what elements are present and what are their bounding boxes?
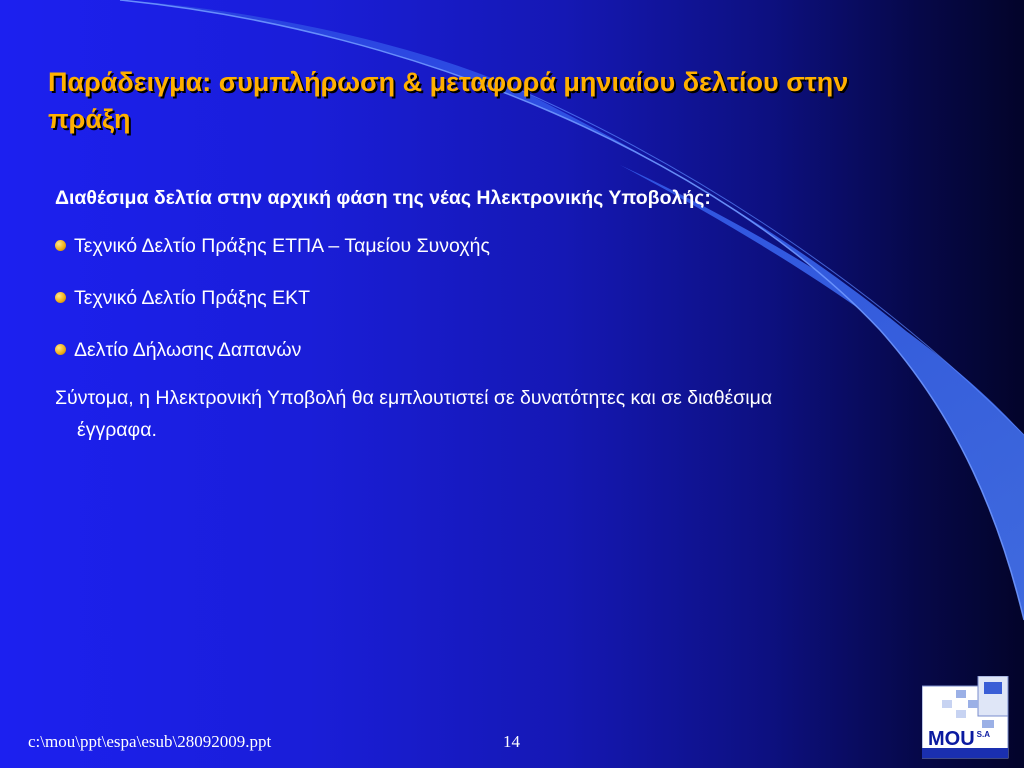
logo-name: MOU <box>928 728 975 750</box>
slide-body <box>55 182 855 446</box>
footer-file-path: c:\mou\ppt\espa\esub\28092009.ppt <box>28 732 272 751</box>
mou-logo-icon <box>922 676 1012 760</box>
bullet-text: Τεχνικό Δελτίο Πράξης ΕΚΤ <box>74 287 311 309</box>
logo-suffix: S.A <box>976 730 991 739</box>
bullet-dot-icon <box>55 240 66 251</box>
bullet-text: Τεχνικό Δελτίο Πράξης ΕΤΠΑ – Ταμείου Συνοχής <box>74 235 490 257</box>
bullet-text: Δελτίο Δήλωσης Δαπανών <box>74 339 302 361</box>
bullet-item <box>55 282 855 314</box>
closing-text: Σύντομα, η Ηλεκτρονική Υποβολή θα εμπλουτιστεί σε δυνατότητες και σε διαθέσιμα έγγραφα. <box>55 387 773 441</box>
intro-text: Διαθέσιμα δελτία στην αρχική φάση της νέας Ηλεκτρονικής Υποβολής: <box>55 187 711 209</box>
bullet-dot-icon <box>55 344 66 355</box>
bullet-item <box>55 230 855 262</box>
logo-label <box>928 724 990 750</box>
bullet-dot-icon <box>55 292 66 303</box>
slide-title: Παράδειγμα: συμπλήρωση & μεταφορά μηνιαίου δελτίου στην πράξη <box>48 67 849 134</box>
bullet-item <box>55 334 855 366</box>
footer-page-number: 14 <box>503 732 520 751</box>
